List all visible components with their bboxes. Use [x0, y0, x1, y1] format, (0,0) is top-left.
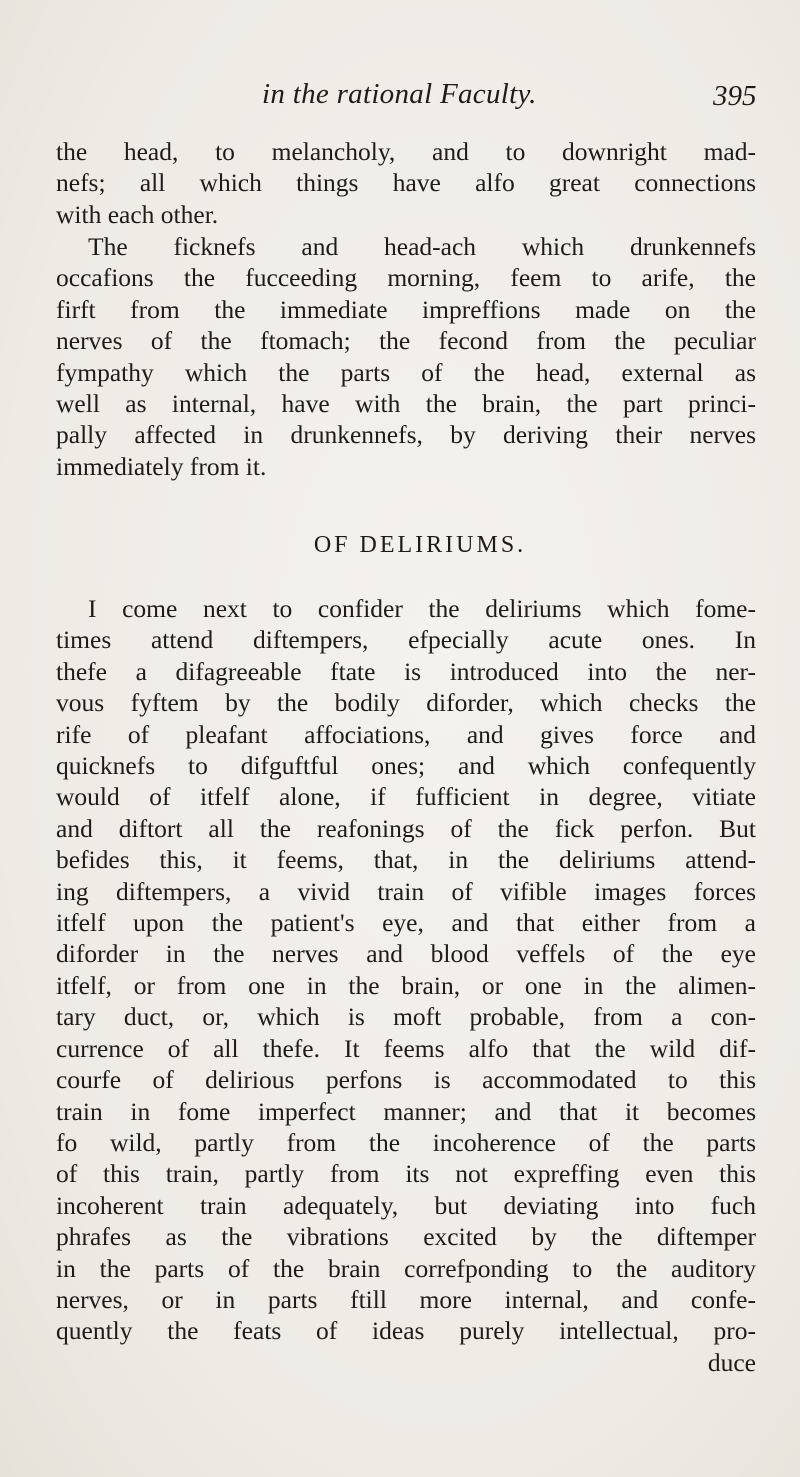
catchword: duce [707, 1347, 756, 1377]
text-line: courfe of delirious perfons is accommodated to this [56, 1065, 756, 1095]
text-line: in the parts of the brain correfponding to the auditory [56, 1253, 756, 1283]
text-line: quicknefs to difguftful ones; and which confequently [56, 751, 756, 781]
text-line: the head, to melancholy, and to downright mad- [56, 137, 756, 166]
text-line: with each other. [56, 199, 219, 229]
text-line: nerves, or in parts ftill more internal, and confe- [56, 1284, 756, 1314]
text-line: currence of all thefe. It feems alfo that the wild dif- [56, 1033, 756, 1063]
text-line: occafions the fucceeding morning, feem to arife, the [56, 263, 756, 293]
page-number: 395 [713, 80, 757, 112]
text-line: befides this, it feems, that, in the deliriums attend- [56, 845, 756, 875]
paragraph-continuation [56, 136, 756, 230]
text-line: thefe a difagreeable ftate is introduced into the ner- [56, 656, 756, 686]
paragraph-deliriums [56, 593, 756, 1378]
text-line: times attend diftempers, efpecially acute ones. In [56, 625, 756, 655]
text-line: quently the feats of ideas purely intellectual, pro- [56, 1316, 756, 1346]
page-header [0, 78, 800, 118]
text-line: immediately from it. [56, 451, 267, 481]
text-line: well as internal, have with the brain, the part princi- [56, 389, 756, 419]
text-line: vous fyftem by the bodily diforder, which checks the [56, 688, 756, 718]
text-line: would of itfelf alone, if fufficient in degree, vitiate [56, 782, 756, 812]
text-line: I come next to confider the deliriums which fome- [88, 594, 756, 623]
text-line: phrafes as the vibrations excited by the diftemper [56, 1222, 756, 1252]
text-line: The ficknefs and head-ach which drunkennefs [88, 232, 756, 261]
text-line: nefs; all which things have alfo great connections [56, 168, 756, 198]
running-title: in the rational Faculty. [262, 78, 537, 110]
text-line: of this train, partly from its not expreffing even this [56, 1159, 756, 1189]
text-line: and diftort all the reafonings of the fick perfon. But [56, 813, 756, 843]
text-line: rife of pleafant affociations, and gives force and [56, 719, 756, 749]
section-heading: OF DELIRIUMS. [313, 532, 527, 558]
text-line: incoherent train adequately, but deviating into fuch [56, 1190, 756, 1220]
text-line: itfelf upon the patient's eye, and that either from a [56, 908, 756, 938]
text-line: pally affected in drunkennefs, by deriving their nerves [56, 420, 756, 450]
text-line: fo wild, partly from the incoherence of the parts [56, 1127, 756, 1157]
text-line: diforder in the nerves and blood veffels of the eye [56, 939, 756, 969]
text-line: nerves of the ftomach; the fecond from the peculiar [56, 326, 756, 356]
text-line: itfelf, or from one in the brain, or one in the alimen- [56, 970, 756, 1000]
text-line: ing diftempers, a vivid train of vifible images forces [56, 876, 756, 906]
text-line: tary duct, or, which is moft probable, from a con- [56, 1002, 756, 1032]
text-line: firft from the immediate impreffions made on the [56, 294, 756, 324]
text-line: fympathy which the parts of the head, external as [56, 357, 756, 387]
paragraph-drunkenness [56, 231, 756, 482]
text-line: train in fome imperfect manner; and that it becomes [56, 1096, 756, 1126]
